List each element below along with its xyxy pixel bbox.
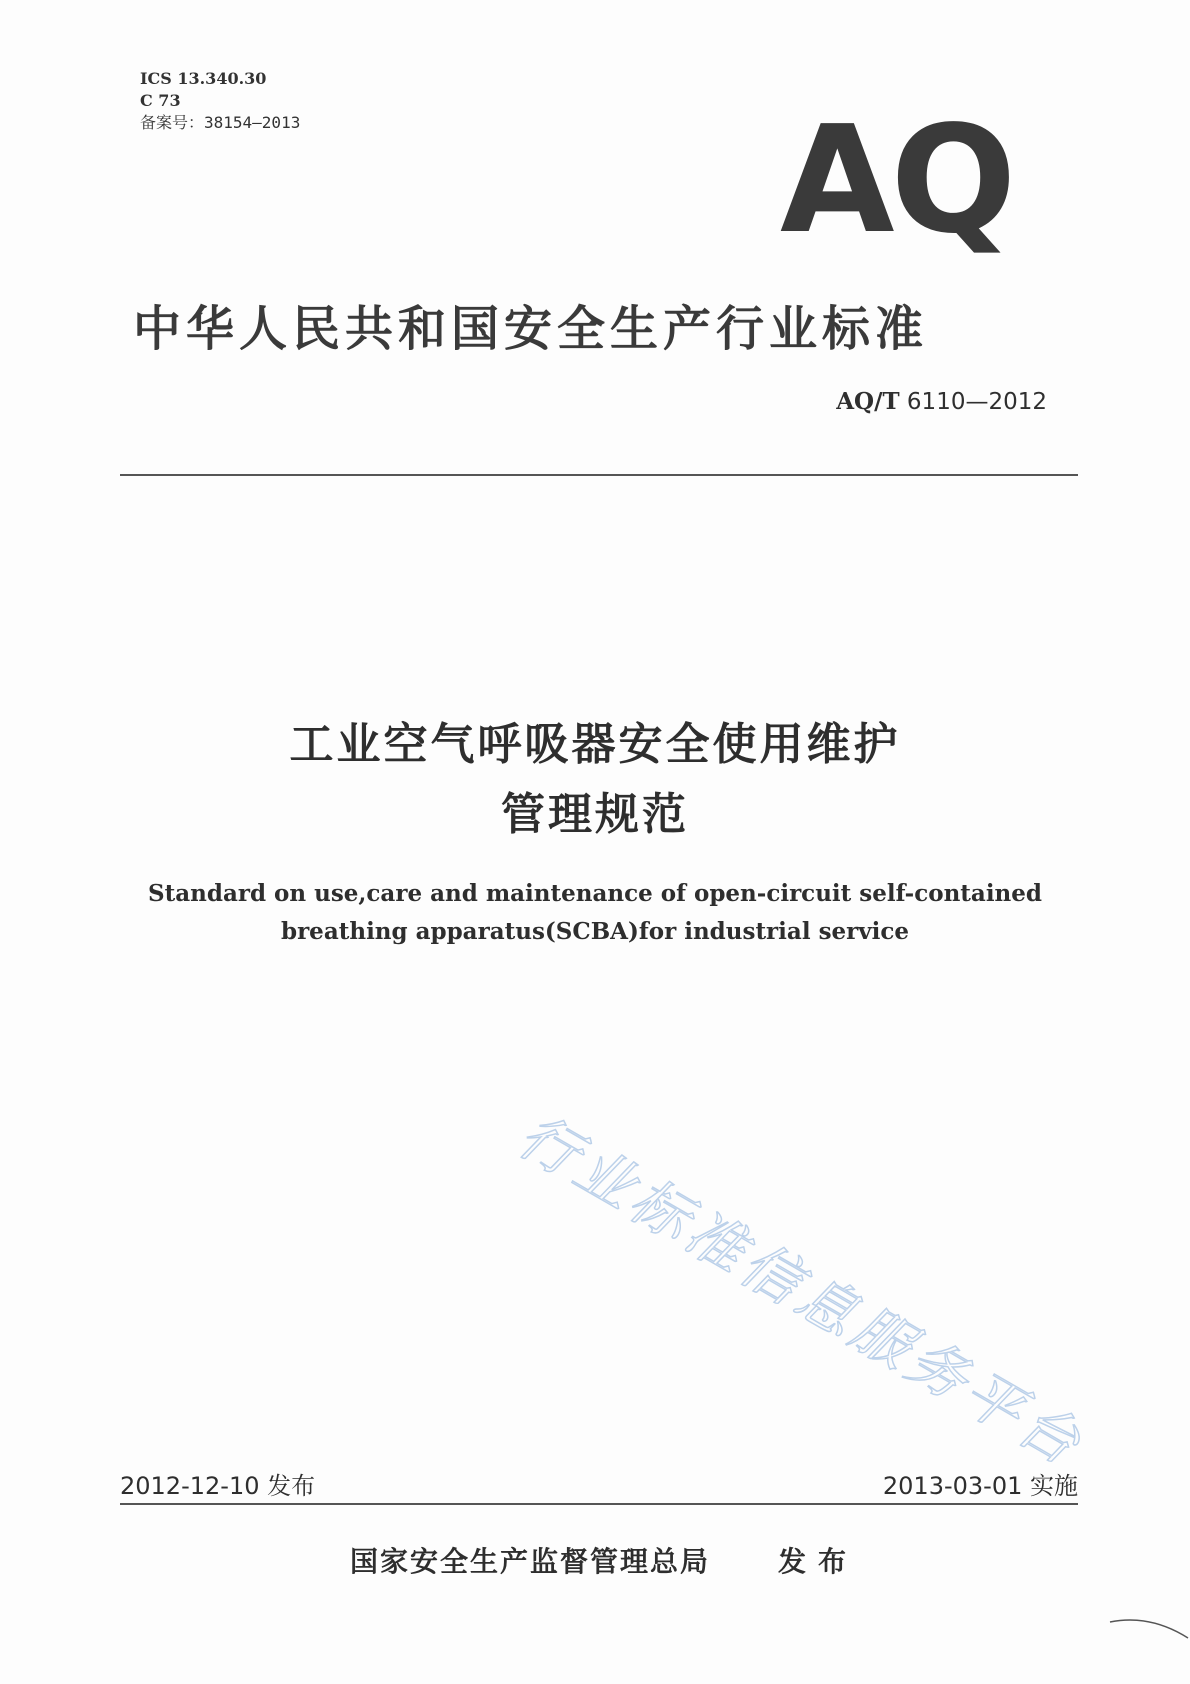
watermark: 行业标准信息服务平台: [507, 1101, 1096, 1481]
standard-code: [836, 388, 1047, 415]
standard-code-number: 6110—2012: [906, 389, 1047, 415]
chinese-title-line-1: 工业空气呼吸器安全使用维护: [289, 719, 901, 770]
english-title-line-1: Standard on use,care and maintenance of open-circuit self-contained: [148, 880, 1042, 907]
ics-code: ICS 13.340.30: [140, 69, 267, 88]
ccs-code: C 73: [140, 91, 181, 110]
publish-action: 发布: [778, 1545, 859, 1578]
top-divider: [120, 474, 1078, 476]
english-title-line-2: breathing apparatus(SCBA)for industrial service: [280, 918, 910, 945]
publisher: 国家安全生产监督管理总局: [350, 1545, 711, 1578]
issue-date: 2012-12-10 发布: [120, 1472, 316, 1500]
implementation-date: 2013-03-01 实施: [882, 1472, 1078, 1500]
standard-code-prefix: AQ/T: [836, 388, 900, 415]
corner-scan-mark: [1100, 1614, 1190, 1644]
chinese-title-line-2: 管理规范: [501, 789, 689, 840]
filing-number: 备案号：38154—2013: [140, 113, 301, 132]
bottom-divider: [120, 1503, 1078, 1505]
standard-category: 中华人民共和国安全生产行业标准: [133, 301, 929, 357]
classification-block: [140, 68, 300, 134]
aq-logo: AQ: [780, 94, 1013, 266]
